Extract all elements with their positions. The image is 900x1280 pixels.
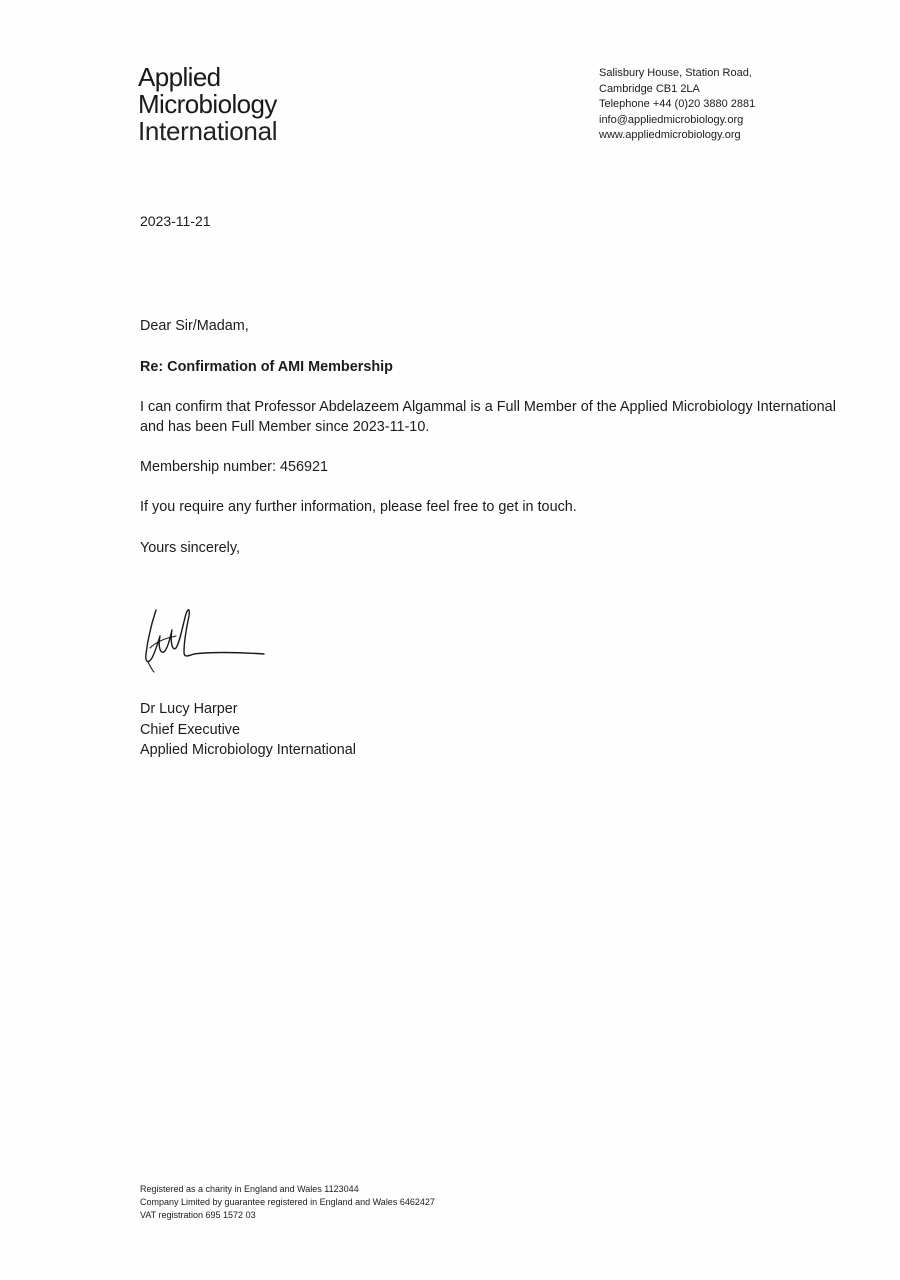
organisation-logo bbox=[138, 64, 338, 145]
confirmation-paragraph: I can confirm that Professor Abdelazeem Algammal is a Full Member of the Applied Microbiology International and has been Full Member since 2023-11-10. bbox=[140, 399, 836, 435]
logo-line-3: International bbox=[138, 116, 278, 146]
address-website: www.appliedmicrobiology.org bbox=[599, 129, 741, 141]
handwritten-signature bbox=[136, 602, 271, 674]
footer-charity: Registered as a charity in England and Wales 1123044 bbox=[140, 1184, 359, 1194]
salutation: Dear Sir/Madam, bbox=[140, 318, 249, 334]
address-telephone: Telephone +44 (0)20 3880 2881 bbox=[599, 98, 756, 110]
address-email: info@appliedmicrobiology.org bbox=[599, 113, 744, 126]
subject-line: Re: Confirmation of AMI Membership bbox=[140, 359, 393, 375]
signer-name: Dr Lucy Harper bbox=[140, 701, 238, 717]
address-line-2: Cambridge CB1 2LA bbox=[599, 82, 700, 95]
logo-line-1: Applied bbox=[138, 62, 221, 92]
membership-number: Membership number: 456921 bbox=[140, 459, 328, 475]
closing: Yours sincerely, bbox=[140, 540, 240, 556]
signer-block bbox=[140, 699, 356, 761]
registration-footer bbox=[140, 1183, 435, 1222]
logo-line-2: Microbiology bbox=[138, 89, 277, 119]
letterhead-address bbox=[599, 66, 859, 144]
letter-date: 2023-11-21 bbox=[140, 213, 211, 229]
signer-organisation: Applied Microbiology International bbox=[140, 742, 356, 758]
address-line-1: Salisbury House, Station Road, bbox=[599, 67, 752, 79]
signer-title: Chief Executive bbox=[140, 721, 240, 738]
footer-vat: VAT registration 695 1572 03 bbox=[140, 1210, 256, 1220]
footer-company: Company Limited by guarantee registered in England and Wales 6462427 bbox=[140, 1197, 435, 1207]
contact-paragraph: If you require any further information, please feel free to get in touch. bbox=[140, 499, 577, 515]
